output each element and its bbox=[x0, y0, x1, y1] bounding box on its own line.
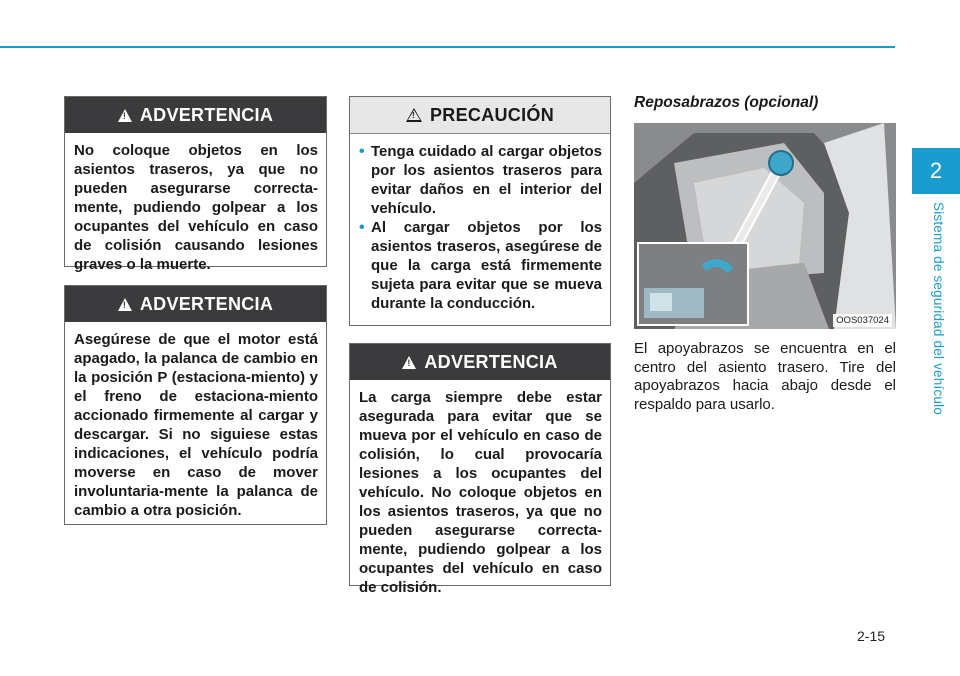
header-rule bbox=[0, 46, 895, 48]
warning-text: La carga siempre debe estar asegurada para evitar que se mueva por el vehículo en caso de colisión, lo cual provocaría lesiones a los ocupantes del vehículo. No coloque objetos en los asientos traseros, ya que no pueden asegurarse correcta-mente, pudiendo golpear a los ocupantes del vehículo en caso de colisión. bbox=[359, 389, 602, 596]
caution-title: PRECAUCIÓN bbox=[429, 104, 554, 125]
armrest-description: El apoyabrazos se encuentra en el centro del asiento trasero. Tire del apoyabrazos hacia abajo desde el respaldo para usarlo. bbox=[634, 340, 896, 413]
warning-title: ADVERTENCIA bbox=[139, 293, 274, 314]
caution-box bbox=[349, 96, 611, 326]
warning-triangle-icon bbox=[402, 356, 416, 369]
warning-header bbox=[65, 286, 326, 322]
warning-box-1 bbox=[64, 96, 327, 273]
warning-title: ADVERTENCIA bbox=[424, 351, 558, 372]
warning-box-2 bbox=[64, 285, 327, 525]
warning-triangle-icon bbox=[118, 298, 132, 311]
chapter-number: 2 bbox=[929, 158, 943, 183]
caution-triangle-icon bbox=[406, 108, 422, 122]
warning-header bbox=[65, 97, 326, 133]
warning-header bbox=[350, 344, 610, 380]
section-title: Reposabrazos (opcional) bbox=[634, 94, 819, 111]
warning-title: ADVERTENCIA bbox=[139, 104, 274, 125]
chapter-title: Sistema de seguridad del vehículo bbox=[931, 202, 946, 415]
armrest-photo bbox=[634, 123, 896, 329]
caution-item: • Al cargar objetos por los asientos traseros, asegúrese de que la carga está firmemente sujeta para evitar que se mueva durante la conducción. bbox=[359, 218, 602, 313]
chapter-tab bbox=[912, 148, 960, 194]
caution-body bbox=[350, 134, 610, 321]
warning-text: No coloque objetos en los asientos traseros, ya que no pueden asegurarse correcta-mente, pudiendo golpear a los ocupantes del vehículo en caso de colisión causando lesiones graves o la muerte. bbox=[74, 142, 318, 273]
warning-text: Asegúrese de que el motor está apagado, la palanca de cambio en la posición P (estaciona-miento) y el freno de estaciona-miento accionado firmemente al cargar y descargar. Si no siguiese estas indicaciones, el vehículo podría moverse en caso de mover involuntaria-mente la palanca de cambio a otra posición. bbox=[74, 331, 318, 519]
image-code: OOS037024 bbox=[833, 314, 892, 327]
page-number: 2-15 bbox=[857, 628, 886, 644]
warning-box-3 bbox=[349, 343, 611, 596]
warning-triangle-icon bbox=[118, 109, 132, 122]
caution-header bbox=[350, 97, 610, 134]
caution-item: • Tenga cuidado al cargar objetos por los asientos traseros para evitar daños en el interior del vehículo. bbox=[359, 142, 602, 218]
